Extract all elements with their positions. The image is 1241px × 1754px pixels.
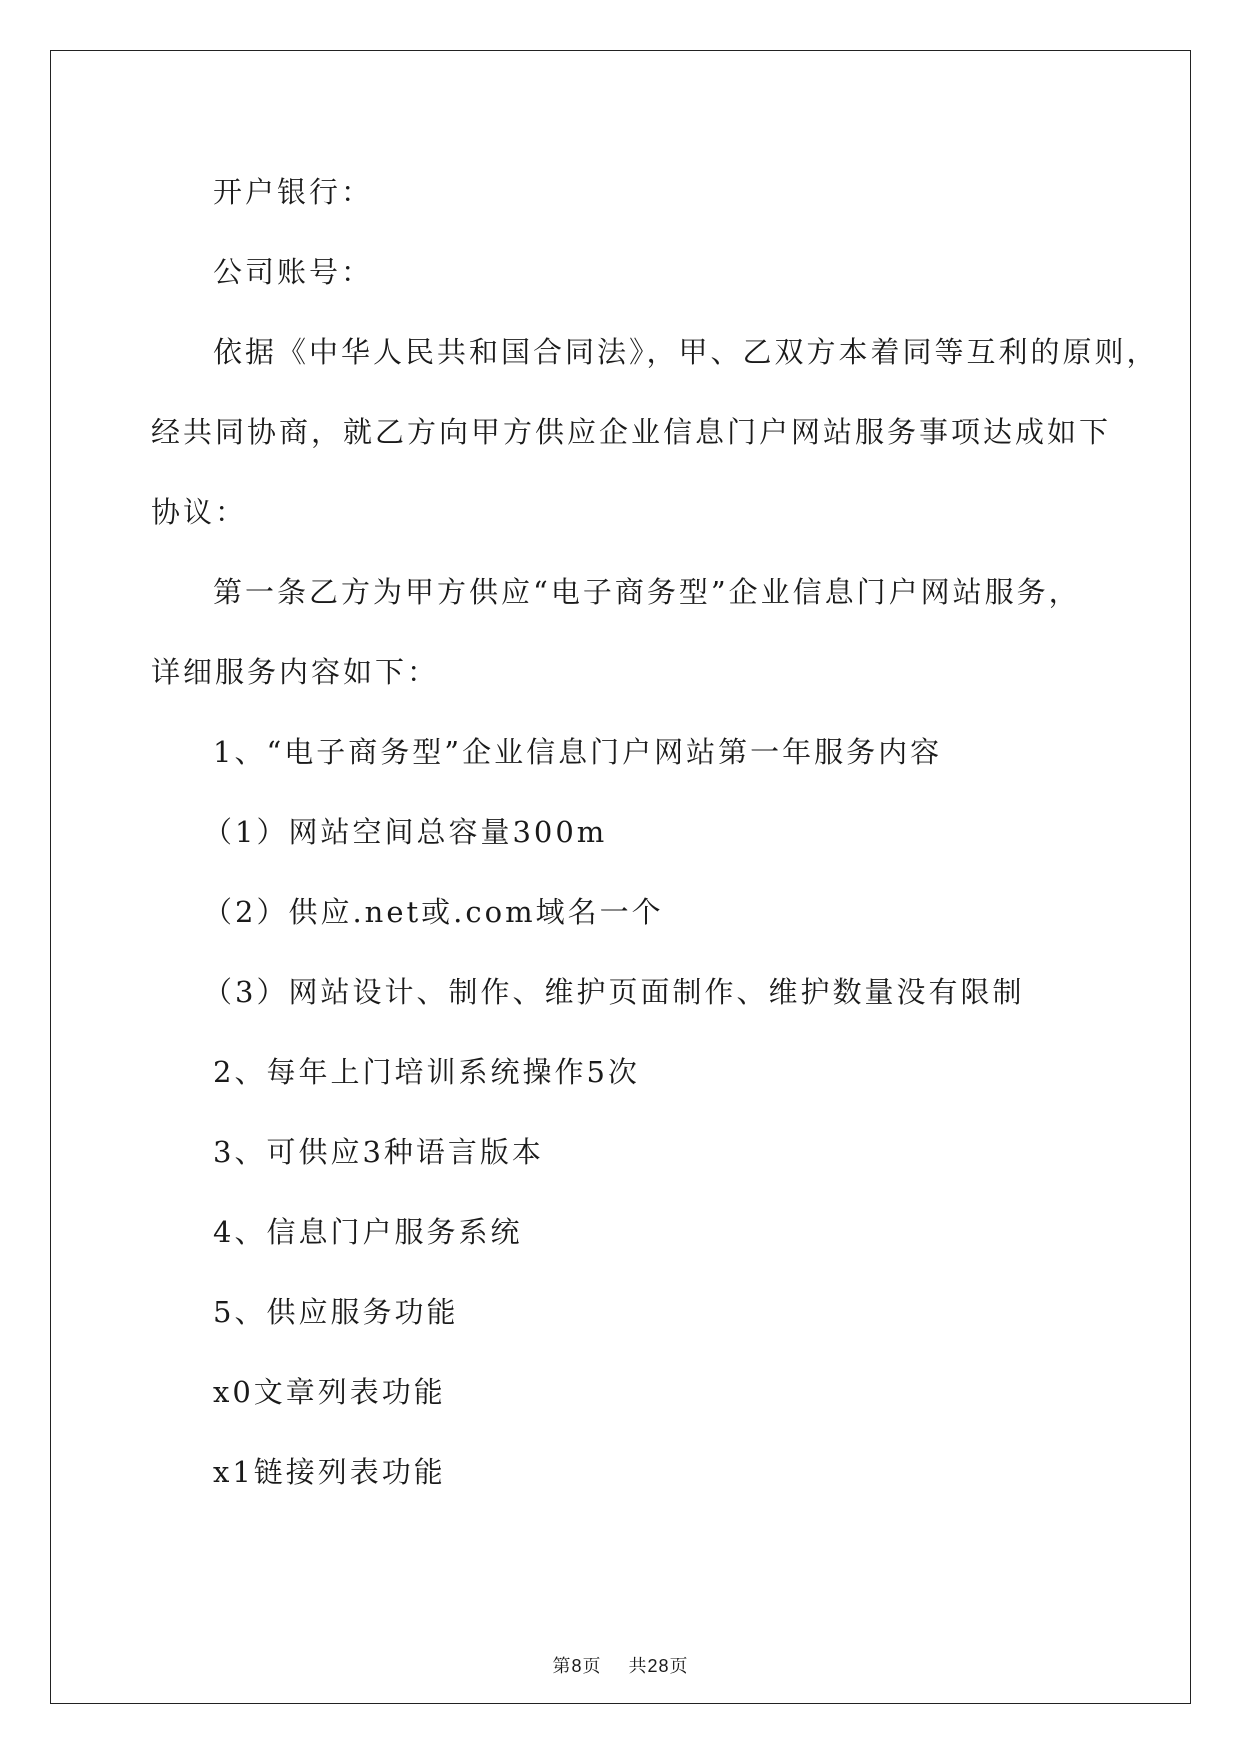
article-1-line-1: 第一条乙方为甲方供应“电子商务型”企业信息门户网站服务， xyxy=(213,575,1081,609)
total-pages: 28 xyxy=(647,1656,670,1676)
page-prefix: 第 xyxy=(552,1656,572,1677)
list-item-2: 2、每年上门培训系统操作5次 xyxy=(213,1055,640,1089)
list-item-5: 5、供应服务功能 xyxy=(213,1295,459,1329)
list-item-1: 1、“电子商务型”企业信息门户网站第一年服务内容 xyxy=(213,735,943,769)
bank-label: 开户银行： xyxy=(213,175,374,209)
sub-item-1: （1）网站空间总容量300m xyxy=(203,815,608,849)
list-item-4: 4、信息门户服务系统 xyxy=(213,1215,523,1249)
article-1-line-2: 详细服务内容如下： xyxy=(151,655,440,689)
page-number: 8 xyxy=(571,1656,583,1676)
account-label: 公司账号： xyxy=(213,255,374,289)
total-prefix: 共 xyxy=(628,1656,648,1677)
preamble-line-2: 经共同协商，就乙方向甲方供应企业信息门户网站服务事项达成如下 xyxy=(151,415,1112,449)
page-footer xyxy=(0,1654,1241,1679)
function-item-x1: x1链接列表功能 xyxy=(213,1455,446,1489)
list-item-3: 3、可供应3种语言版本 xyxy=(213,1135,544,1169)
page-suffix: 页 xyxy=(582,1656,602,1677)
total-suffix: 页 xyxy=(669,1656,689,1677)
sub-item-3: （3）网站设计、制作、维护页面制作、维护数量没有限制 xyxy=(203,975,1025,1009)
preamble-line-1: 依据《中华人民共和国合同法》，甲、乙双方本着同等互利的原则， xyxy=(213,335,1159,369)
function-item-x0: x0文章列表功能 xyxy=(213,1375,446,1409)
sub-item-2: （2）供应.net或.com域名一个 xyxy=(203,895,664,929)
preamble-line-3: 协议： xyxy=(151,495,248,529)
